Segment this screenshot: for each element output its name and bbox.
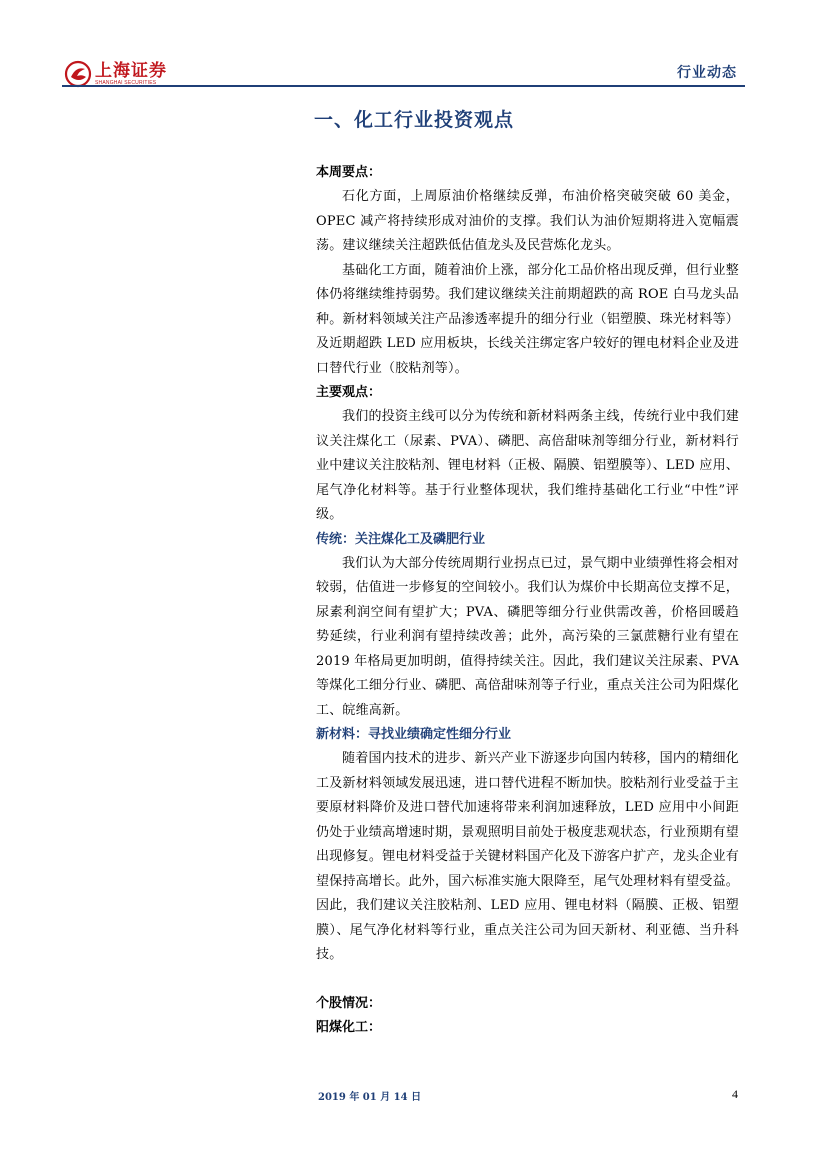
section-heading: 一、化工行业投资观点 [314,109,515,131]
subheading-new-materials: 新材料：寻找业绩确定性细分行业 [316,727,512,742]
header-divider [62,85,745,87]
logo-chinese-name: 上海证券 [95,60,167,81]
logo-emblem-icon [64,60,92,88]
subheading-traditional: 传统：关注煤化工及磷肥行业 [316,531,486,547]
spacer [316,968,739,992]
stock-company-label: 阳煤化工： [316,1019,382,1035]
paragraph: 我们认为大部分传统周期行业拐点已过，景气期中业绩弹性将会相对较弱，估值进一步修复的空间较小。我们认为煤价中长期高位支撑不足，尿素利润空间有望扩大；PVA、磷肥等细分行业供需改善，价格回暖趋势延续，行业利润有望持续改善；此外，高污染的三氯蔗糖行业有望在 2019 年格局更加明朗，值得持续关注。因此，我们建议关注尿素、PVA 等煤化工细分行业、磷肥、高倍甜味剂等子行业，重点关注公司为阳煤化工、皖维高新。 [316,555,739,718]
report-type-label: 行业动态 [677,65,737,81]
paragraph: 石化方面，上周原油价格继续反弹，布油价格突破突破 60 美金，OPEC 减产将持续形成对油价的支撑。我们认为油价短期将进入宽幅震荡。建议继续关注超跌低估值龙头及民营炼化龙头。 [316,189,739,253]
stock-section-label: 个股情况： [316,995,382,1011]
page-number: 4 [732,1087,738,1101]
body-content [316,161,739,1040]
paragraph: 随着国内技术的进步、新兴产业下游逐步向国内转移，国内的精细化工及新材料领域发展迅速，进口替代进程不断加快。胶粘剂行业受益于主要原材料降价及进口替代加速将带来利润加速释放，LED 应用中小间距仍处于业绩高增速时期，景观照明目前处于极度悲观状态，行业预期有望出现修复。锂电材料受益于关键材料国产化及下游客户扩产，龙头企业有望保持高增长。此外，国六标准实施大限降至，尾气处理材料有望受益。因此，我们建议关注胶粘剂、LED 应用、锂电材料（隔膜、正极、铝塑膜）、尾气净化材料等行业，重点关注公司为回天新材、利亚德、当升科技。 [316,751,739,962]
company-logo [64,60,167,88]
report-date: 2019 年 01 月 14 日 [318,1092,422,1103]
weekly-points-label: 本周要点： [316,165,382,180]
main-views-label: 主要观点： [316,385,382,400]
paragraph: 基础化工方面，随着油价上涨，部分化工品价格出现反弹，但行业整体仍将继续维持弱势。我们建议继续关注前期超跌的高 ROE 白马龙头品种。新材料领域关注产品渗透率提升的细分行业（铝塑膜、珠光材料等）及近期超跌 LED 应用板块，长线关注绑定客户较好的锂电材料企业及进口替代行业（胶粘剂等）。 [316,262,739,376]
paragraph: 我们的投资主线可以分为传统和新材料两条主线，传统行业中我们建议关注煤化工（尿素、PVA）、磷肥、高倍甜味剂等细分行业，新材料行业中建议关注胶粘剂、锂电材料（正极、隔膜、铝塑膜等）、LED 应用、尾气净化材料等。基于行业整体现状，我们维持基础化工行业“中性”评级。 [316,409,739,522]
logo-english-name: SHANGHAI SECURITIES [95,79,157,86]
